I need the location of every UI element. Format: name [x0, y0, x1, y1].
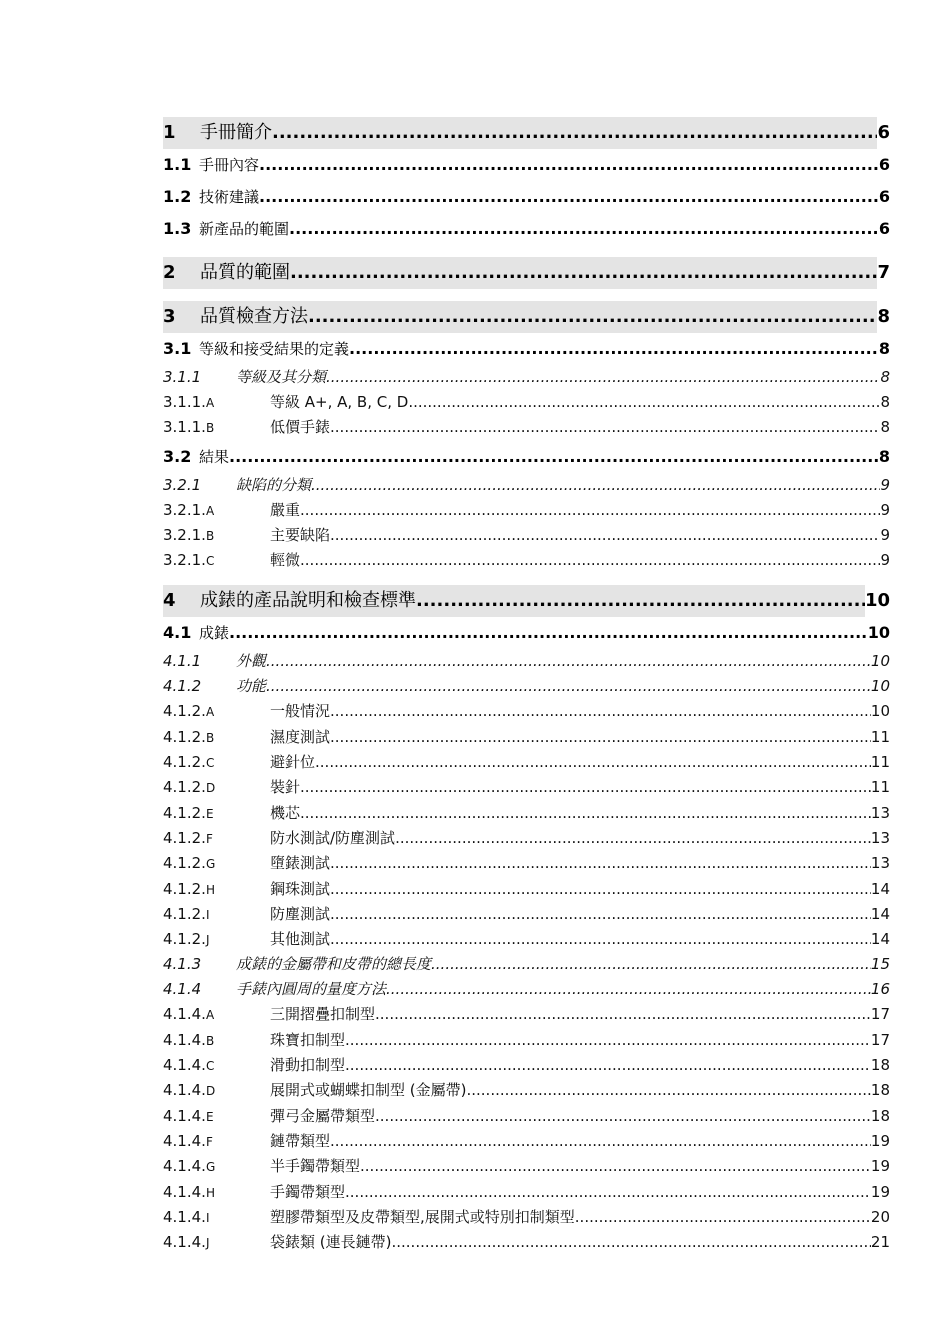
toc-entry-level-3[interactable] — [163, 977, 890, 1002]
toc-entry-level-4[interactable] — [163, 1230, 890, 1255]
toc-page-number: 6 — [877, 122, 890, 143]
toc-entry-title: 成錶的產品說明和檢查標準 — [200, 590, 416, 612]
toc-entry-number-suffix: B — [205, 1033, 215, 1048]
toc-dot-leader — [330, 415, 880, 440]
toc-entry-level-4[interactable] — [163, 1028, 890, 1053]
toc-page-number: 9 — [880, 551, 890, 570]
toc-page-number: 11 — [870, 753, 890, 772]
toc-heading-shade — [163, 117, 877, 149]
toc-entry-title: 外觀 — [236, 652, 267, 671]
toc-entry-title: 功能 — [236, 677, 267, 696]
toc-entry-number: 3.2.1 — [163, 475, 202, 494]
toc-dot-leader — [330, 699, 871, 724]
toc-entry-level-4[interactable] — [163, 1180, 890, 1205]
toc-page-number: 18 — [870, 1056, 890, 1075]
toc-entry-title: 半手鐲帶類型 — [270, 1157, 361, 1176]
toc-page-number: 8 — [880, 368, 890, 386]
toc-dot-leader — [330, 851, 871, 876]
toc-entry-title: 嚴重 — [270, 500, 301, 519]
toc-entry-level-1[interactable] — [163, 301, 890, 333]
toc-entry-title: 成錶 — [199, 624, 230, 643]
toc-page-number: 8 — [880, 418, 890, 437]
toc-entry-level-4[interactable] — [163, 775, 890, 800]
toc-dot-leader — [290, 257, 877, 289]
toc-page-number: 19 — [870, 1131, 890, 1150]
toc-entry-title: 鏈帶類型 — [270, 1131, 331, 1150]
toc-entry-number: 4.1.4.G — [163, 1157, 216, 1176]
toc-dot-leader — [360, 1154, 871, 1179]
toc-entry-number: 3.1.1.A — [163, 393, 215, 411]
toc-dot-leader — [330, 902, 871, 927]
toc-page-number: 8 — [878, 446, 890, 466]
toc-entry-number: 4.1.4.A — [163, 1005, 215, 1024]
toc-page-number: 8 — [877, 306, 890, 327]
toc-entry-number: 4 — [163, 590, 176, 612]
toc-entry-title: 滑動扣制型 — [270, 1056, 346, 1075]
toc-entry-number: 1 — [163, 122, 176, 143]
toc-dot-leader — [391, 1230, 870, 1255]
toc-entry-number-suffix: I — [205, 1210, 210, 1225]
toc-dot-leader — [345, 1028, 871, 1053]
toc-page-number: 20 — [870, 1207, 890, 1226]
toc-entry-number: 3.2.1.A — [163, 500, 215, 519]
toc-page-number: 6 — [878, 219, 890, 238]
toc-page-number: 10 — [870, 677, 890, 696]
toc-entry-number: 4.1 — [163, 623, 192, 643]
toc-entry-number-suffix: A — [205, 1008, 215, 1023]
toc-entry-title: 塑膠帶類型及皮帶類型,展開式或特別扣制類型 — [270, 1207, 575, 1226]
toc-entry-title: 成錶的金屬帶和皮帶的總長度 — [236, 955, 432, 974]
toc-entry-title: 防塵測試 — [270, 904, 331, 923]
toc-entry-level-3[interactable] — [163, 952, 890, 977]
toc-entry-number-suffix: D — [205, 1084, 216, 1099]
toc-entry-number-suffix: G — [205, 1160, 216, 1175]
toc-entry-number: 3.1.1.B — [163, 418, 215, 437]
toc-dot-leader — [300, 775, 871, 800]
toc-entry-level-4[interactable] — [163, 1154, 890, 1179]
toc-entry-title: 一般情況 — [270, 702, 331, 721]
toc-entry-number-suffix: H — [205, 882, 215, 897]
toc-entry-level-4[interactable] — [163, 927, 890, 952]
toc-entry-title: 鋼珠測試 — [270, 879, 331, 898]
toc-entry-number-suffix: C — [205, 1059, 215, 1074]
toc-entry-level-4[interactable] — [163, 750, 890, 775]
toc-dot-leader — [386, 977, 871, 1002]
toc-entry-title: 裝針 — [270, 778, 301, 797]
toc-dot-leader — [330, 1129, 871, 1154]
toc-entry-number: 4.1.4.E — [163, 1106, 214, 1125]
toc-dot-leader — [311, 473, 880, 498]
toc-entry-number-suffix: E — [205, 806, 214, 821]
toc-entry-level-2[interactable] — [163, 149, 890, 181]
toc-entry-number: 4.1.2.J — [163, 930, 210, 949]
toc-entry-title: 手鐲帶類型 — [270, 1182, 346, 1201]
toc-page-number: 14 — [870, 879, 890, 898]
toc-entry-level-4[interactable] — [163, 851, 890, 876]
toc-page-number: 9 — [880, 500, 890, 519]
toc-page-number: 10 — [870, 702, 890, 721]
toc-entry-level-2[interactable] — [163, 441, 890, 473]
toc-dot-leader — [308, 301, 877, 333]
toc-entry-title: 墮錶測試 — [270, 854, 331, 873]
toc-heading-shade — [163, 257, 877, 289]
toc-dot-leader — [330, 877, 871, 902]
toc-entry-level-4[interactable] — [163, 1053, 890, 1078]
toc-entry-title: 缺陷的分類 — [236, 475, 312, 494]
toc-entry-number: 4.1.4 — [163, 980, 202, 999]
toc-dot-leader — [345, 1180, 871, 1205]
toc-dot-leader — [395, 826, 871, 851]
toc-entry-level-4[interactable] — [163, 498, 890, 523]
toc-entry-level-2[interactable] — [163, 181, 890, 213]
toc-entry-number: 4.1.2.D — [163, 778, 216, 797]
toc-entry-number-suffix: E — [205, 1109, 214, 1124]
toc-page-number: 19 — [870, 1157, 890, 1176]
toc-entry-level-1[interactable] — [163, 117, 890, 149]
toc-entry-number-suffix: I — [205, 907, 210, 922]
toc-entry-title: 主要缺陷 — [270, 525, 331, 544]
toc-page-number: 17 — [870, 1030, 890, 1049]
toc-entry-number-suffix: A — [205, 396, 215, 410]
toc-entry-number: 4.1.4.I — [163, 1207, 210, 1226]
toc-dot-leader — [229, 617, 868, 649]
toc-entry-level-4[interactable] — [163, 826, 890, 851]
toc-page-number: 8 — [880, 393, 890, 411]
toc-page-number: 13 — [870, 854, 890, 873]
toc-entry-number: 4.1.2.C — [163, 753, 215, 772]
toc-entry-title: 輕微 — [270, 551, 301, 570]
toc-entry-title: 低價手錶 — [270, 418, 331, 437]
toc-entry-number-suffix: G — [205, 857, 216, 872]
toc-entry-number-suffix: F — [205, 831, 213, 846]
toc-entry-number: 1.3 — [163, 219, 192, 238]
toc-dot-leader — [466, 1078, 870, 1103]
toc-entry-number-suffix: C — [205, 756, 215, 771]
toc-entry-level-4[interactable] — [163, 725, 890, 750]
toc-entry-number-suffix: B — [205, 730, 215, 745]
toc-entry-number-suffix: B — [205, 421, 215, 436]
toc-entry-number: 1.1 — [163, 155, 192, 174]
toc-dot-leader — [326, 365, 880, 390]
toc-entry-number-suffix: H — [205, 1185, 215, 1200]
toc-entry-number: 3.2 — [163, 446, 192, 466]
toc-dot-leader — [375, 1104, 871, 1129]
toc-dot-leader — [259, 181, 879, 213]
toc-entry-number: 4.1.2.F — [163, 828, 213, 847]
toc-entry-level-4[interactable] — [163, 1078, 890, 1103]
toc-page-number: 6 — [878, 155, 890, 174]
toc-entry-number-suffix: J — [205, 933, 210, 948]
toc-entry-number-suffix: A — [205, 503, 215, 518]
toc-entry-title: 彈弓金屬帶類型 — [270, 1106, 376, 1125]
toc-dot-leader — [300, 801, 871, 826]
toc-entry-number: 2 — [163, 262, 176, 283]
toc-entry-number: 3.1.1 — [163, 368, 202, 386]
toc-page-number: 9 — [880, 525, 890, 544]
toc-entry-title: 結果 — [199, 447, 230, 466]
toc-entry-number: 4.1.2.I — [163, 904, 210, 923]
toc-entry-number: 4.1.4.H — [163, 1182, 215, 1201]
toc-page-number: 10 — [864, 590, 890, 612]
toc-entry-title: 新產品的範圍 — [199, 220, 290, 238]
toc-entry-level-4[interactable] — [163, 877, 890, 902]
toc-entry-number: 3 — [163, 306, 176, 327]
toc-entry-number: 4.1.3 — [163, 955, 202, 974]
toc-page-number: 15 — [870, 955, 890, 974]
toc-entry-title: 等級及其分類 — [236, 368, 327, 386]
toc-entry-number: 4.1.2.H — [163, 879, 215, 898]
toc-entry-title: 手錶內圓周的量度方法 — [236, 980, 387, 999]
toc-entry-number: 4.1.2.B — [163, 727, 215, 746]
toc-entry-level-4[interactable] — [163, 548, 890, 573]
toc-page-number: 13 — [870, 803, 890, 822]
toc-entry-level-2[interactable] — [163, 617, 890, 649]
toc-dot-leader — [375, 1002, 871, 1027]
toc-dot-leader — [330, 523, 880, 548]
toc-page-number: 14 — [870, 930, 890, 949]
toc-entry-number: 4.1.2 — [163, 677, 202, 696]
toc-entry-title: 品質檢查方法 — [200, 306, 308, 327]
toc-page-number: 18 — [870, 1106, 890, 1125]
toc-entry-title: 等級 A+, A, B, C, D — [270, 393, 409, 411]
toc-entry-level-4[interactable] — [163, 390, 890, 415]
toc-heading-shade — [163, 585, 865, 617]
toc-entry-number: 4.1.2.G — [163, 854, 216, 873]
toc-page-number: 18 — [870, 1081, 890, 1100]
toc-entry-title: 技術建議 — [199, 188, 260, 206]
toc-entry-number: 4.1.2.E — [163, 803, 214, 822]
toc-entry-title: 等級和接受結果的定義 — [199, 340, 350, 358]
toc-heading-shade — [163, 301, 877, 333]
toc-entry-title: 防水測試/防塵測試 — [270, 828, 396, 847]
toc-page-number: 6 — [878, 187, 890, 206]
toc-entry-title: 濕度測試 — [270, 727, 331, 746]
toc-entry-level-4[interactable] — [163, 1002, 890, 1027]
toc-entry-number: 4.1.4.B — [163, 1030, 215, 1049]
toc-entry-title: 機芯 — [270, 803, 301, 822]
toc-entry-level-1[interactable] — [163, 257, 890, 289]
toc-dot-leader — [330, 725, 871, 750]
toc-entry-level-3[interactable] — [163, 473, 890, 498]
toc-entry-title: 手冊簡介 — [200, 122, 272, 143]
toc-dot-leader — [431, 952, 871, 977]
toc-entry-number: 4.1.4.D — [163, 1081, 216, 1100]
toc-dot-leader — [315, 750, 871, 775]
toc-page-number: 11 — [870, 778, 890, 797]
toc-entry-number: 1.2 — [163, 187, 192, 206]
toc-entry-title: 品質的範圍 — [200, 262, 290, 283]
toc-dot-leader — [345, 1053, 871, 1078]
toc-entry-level-4[interactable] — [163, 1205, 890, 1230]
toc-page-number: 13 — [870, 828, 890, 847]
toc-page-number: 11 — [870, 727, 890, 746]
toc-page-number: 8 — [878, 339, 890, 358]
toc-page-number: 21 — [870, 1233, 890, 1252]
toc-page-number: 17 — [870, 1005, 890, 1024]
toc-dot-leader — [266, 649, 871, 674]
toc-entry-number: 4.1.1 — [163, 652, 202, 671]
toc-entry-number: 4.1.4.J — [163, 1233, 210, 1252]
toc-entry-number: 4.1.2.A — [163, 702, 215, 721]
toc-entry-level-4[interactable] — [163, 523, 890, 548]
toc-entry-level-3[interactable] — [163, 365, 890, 390]
toc-entry-title: 避針位 — [270, 753, 316, 772]
table-of-contents — [163, 117, 890, 1255]
toc-page-number: 19 — [870, 1182, 890, 1201]
toc-entry-number-suffix: B — [205, 528, 215, 543]
toc-entry-title: 珠寶扣制型 — [270, 1030, 346, 1049]
toc-entry-number: 3.2.1.C — [163, 551, 215, 570]
toc-entry-level-4[interactable] — [163, 699, 890, 724]
toc-dot-leader — [272, 117, 877, 149]
toc-entry-level-4[interactable] — [163, 415, 890, 440]
toc-page-number: 7 — [877, 262, 890, 283]
toc-entry-title: 其他測試 — [270, 930, 331, 949]
toc-entry-level-1[interactable] — [163, 585, 890, 617]
toc-entry-level-4[interactable] — [163, 902, 890, 927]
toc-entry-level-4[interactable] — [163, 801, 890, 826]
toc-entry-level-3[interactable] — [163, 674, 890, 699]
toc-dot-leader — [266, 674, 871, 699]
toc-dot-leader — [330, 927, 871, 952]
toc-entry-number-suffix: F — [205, 1134, 213, 1149]
toc-entry-title: 袋錶類 (連長鏈帶) — [270, 1233, 392, 1252]
toc-page-number: 14 — [870, 904, 890, 923]
toc-dot-leader — [289, 213, 879, 245]
toc-entry-level-2[interactable] — [163, 213, 890, 245]
toc-entry-number-suffix: J — [205, 1236, 210, 1251]
toc-dot-leader — [229, 441, 879, 473]
toc-page-number: 9 — [880, 475, 890, 494]
toc-dot-leader — [416, 585, 865, 617]
toc-entry-level-4[interactable] — [163, 1129, 890, 1154]
toc-dot-leader — [575, 1205, 871, 1230]
toc-dot-leader — [300, 548, 880, 573]
toc-entry-title: 手冊內容 — [199, 156, 260, 174]
toc-entry-number: 4.1.4.C — [163, 1056, 215, 1075]
toc-entry-level-3[interactable] — [163, 649, 890, 674]
toc-entry-number-suffix: D — [205, 781, 216, 796]
toc-entry-title: 展開式或蝴蝶扣制型 (金屬帶) — [270, 1081, 467, 1100]
toc-dot-leader — [408, 390, 880, 415]
toc-page-number: 10 — [867, 623, 890, 643]
toc-entry-number-suffix: C — [205, 554, 215, 569]
toc-dot-leader — [349, 333, 879, 365]
toc-entry-number: 3.1 — [163, 339, 192, 358]
toc-dot-leader — [259, 149, 879, 181]
toc-entry-number: 3.2.1.B — [163, 525, 215, 544]
toc-entry-level-2[interactable] — [163, 333, 890, 365]
toc-entry-title: 三開摺疊扣制型 — [270, 1005, 376, 1024]
toc-page-number: 10 — [870, 652, 890, 671]
toc-dot-leader — [300, 498, 880, 523]
toc-entry-number: 4.1.4.F — [163, 1131, 213, 1150]
toc-entry-level-4[interactable] — [163, 1104, 890, 1129]
toc-page-number: 16 — [870, 980, 890, 999]
toc-entry-number-suffix: A — [205, 705, 215, 720]
